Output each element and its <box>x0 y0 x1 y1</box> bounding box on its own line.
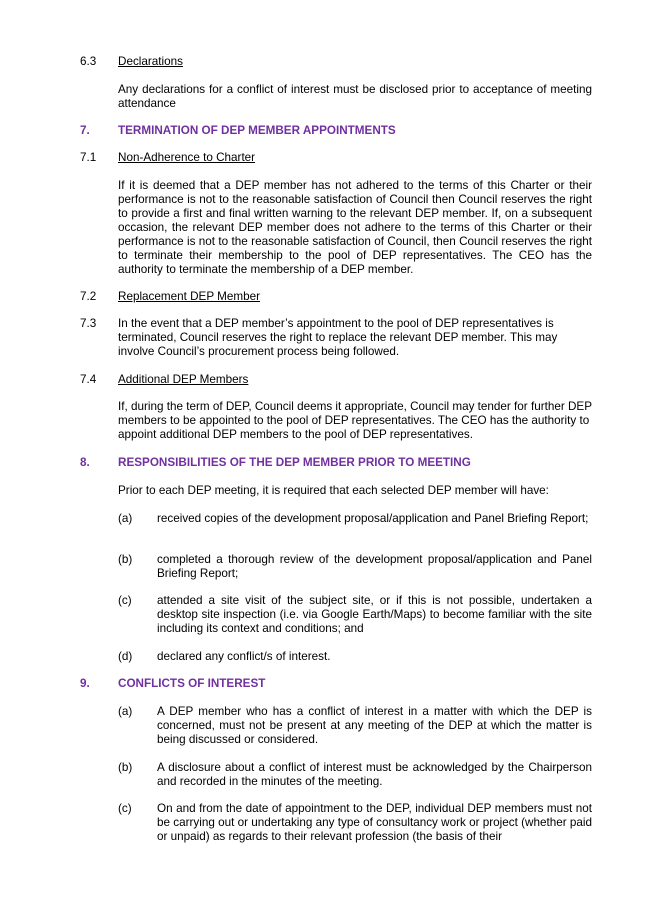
section-8-item-a-label: (a) <box>118 512 133 525</box>
section-7-2-title: Replacement DEP Member <box>118 290 261 303</box>
section-9-heading: CONFLICTS OF INTEREST <box>118 677 266 690</box>
section-7-1-body <box>118 179 592 277</box>
section-6-3-body <box>118 83 592 111</box>
section-8-item-d-label: (d) <box>118 650 133 663</box>
section-9-item-b-label: (b) <box>118 761 133 774</box>
section-7-2-number: 7.2 <box>80 290 97 303</box>
section-6-3-number: 6.3 <box>80 55 97 68</box>
section-7-4-number: 7.4 <box>80 373 97 386</box>
section-7-3-number: 7.3 <box>80 317 97 330</box>
section-8-item-b-text: completed a thorough review of the development proposal/application and Panel Briefing Report; <box>157 553 592 580</box>
section-7-number: 7. <box>80 124 90 137</box>
section-7-1-paragraph: If it is deemed that a DEP member has not adhered to the terms of this Charter or their performance is not to the reasonable satisfaction of Council then Council reserves the right to provide a first and final written warning to the relevant DEP member. If, on a subsequent occasion, the relevant DEP member does not adhere to the terms of this Charter or their performance is not to the reasonable satisfaction of Council, then Council reserves the right to terminate their membership to the pool of DEP representatives. The CEO has the authority to terminate the membership of a DEP member. <box>118 179 592 276</box>
section-9-item-b-text: A disclosure about a conflict of interest must be acknowledged by the Chairperson and recorded in the minutes of the meeting. <box>157 761 592 788</box>
section-8-number: 8. <box>80 456 90 469</box>
section-7-heading: TERMINATION OF DEP MEMBER APPOINTMENTS <box>118 124 396 137</box>
section-9-item-a-text: A DEP member who has a conflict of interest in a matter with which the DEP is concerned, must not be present at any meeting of the DEP at which the matter is being discussed or considered. <box>157 705 592 746</box>
section-8-heading: RESPONSIBILITIES OF THE DEP MEMBER PRIOR TO MEETING <box>118 456 471 469</box>
section-7-3-body <box>118 317 592 359</box>
section-9-item-a-label: (a) <box>118 705 133 718</box>
section-7-3-paragraph: In the event that a DEP member’s appointment to the pool of DEP representatives is terminated, Council reserves the right to replace the relevant DEP member. This may involve Council’s procurement process being followed. <box>118 317 558 358</box>
section-7-4-body <box>118 400 592 442</box>
section-6-3-title: Declarations <box>118 55 183 68</box>
section-8-intro: Prior to each DEP meeting, it is required that each selected DEP member will have: <box>118 484 549 497</box>
section-7-1-number: 7.1 <box>80 151 97 164</box>
section-7-4-title: Additional DEP Members <box>118 373 249 386</box>
section-9-item-c-text: On and from the date of appointment to the DEP, individual DEP members must not be carrying out or undertaking any type of consultancy work or project (whether paid or unpaid) as regards to their relevant profession (the basis of their <box>157 802 592 843</box>
section-7-4-paragraph: If, during the term of DEP, Council deems it appropriate, Council may tender for further DEP members to be appointed to the pool of DEP representatives. The CEO has the authority to appoint additional DEP members to the pool of DEP representatives. <box>118 400 592 441</box>
section-8-item-c-text: attended a site visit of the subject site, or if this is not possible, undertaken a desktop site inspection (i.e. via Google Earth/Maps) to become familiar with the site including its context and conditions; and <box>157 594 592 635</box>
section-8-item-a-text: received copies of the development proposal/application and Panel Briefing Report; <box>157 512 589 525</box>
section-8-item-d-text: declared any conflict/s of interest. <box>157 650 331 663</box>
section-9-item-c-label: (c) <box>118 802 132 815</box>
section-7-1-title: Non-Adherence to Charter <box>118 151 256 164</box>
section-8-item-b-label: (b) <box>118 553 133 566</box>
section-9-number: 9. <box>80 677 90 690</box>
section-6-3-paragraph: Any declarations for a conflict of interest must be disclosed prior to acceptance of meeting attendance <box>118 83 592 110</box>
section-8-item-c-label: (c) <box>118 594 132 607</box>
